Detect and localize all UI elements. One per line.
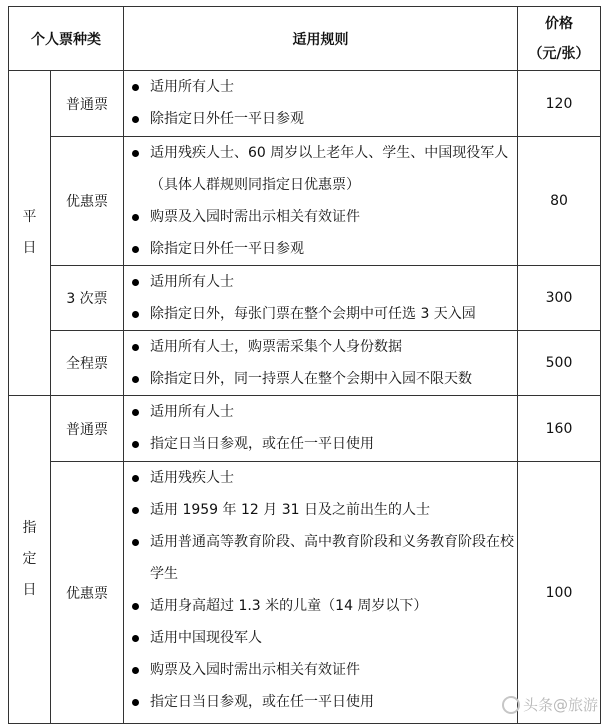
bullet-icon — [132, 539, 139, 546]
bullet-icon — [132, 699, 139, 706]
rule-text: 购票及入园时需出示相关有效证件 — [150, 209, 360, 225]
bullet-icon — [132, 475, 139, 482]
rule-text: 适用普通高等教育阶段、高中教育阶段和义务教育阶段在校学生 — [150, 534, 514, 582]
header-price — [518, 7, 601, 71]
rule-item — [124, 331, 517, 363]
table-row — [9, 71, 601, 137]
table-row — [9, 137, 601, 266]
rule-text: 指定日当日参观，或在任一平日使用 — [150, 694, 374, 710]
price: 100 — [518, 462, 601, 724]
header-rules: 适用规则 — [124, 7, 518, 71]
table-row — [9, 462, 601, 724]
bullet-icon — [132, 84, 139, 91]
rule-item — [124, 103, 517, 135]
bullet-icon — [132, 311, 139, 318]
rules-cell — [124, 137, 518, 266]
rule-text: 除指定日外任一平日参观 — [150, 241, 304, 257]
bullet-icon — [132, 441, 139, 448]
rule-item — [124, 137, 517, 201]
rule-item — [124, 233, 517, 265]
rule-item — [124, 654, 517, 686]
rule-item — [124, 71, 517, 103]
price: 80 — [518, 137, 601, 266]
price: 500 — [518, 331, 601, 396]
rule-item — [124, 462, 517, 494]
bullet-icon — [132, 246, 139, 253]
table-row — [9, 266, 601, 331]
ticket-type: 全程票 — [51, 331, 124, 396]
rule-item — [124, 526, 517, 590]
rule-item — [124, 298, 517, 330]
header-price-label: 价格 — [518, 9, 600, 39]
rule-text: 除指定日外任一平日参观 — [150, 111, 304, 127]
rule-text: 适用残疾人士 — [150, 470, 234, 486]
rule-text: 适用 1959 年 12 月 31 日及之前出生的人士 — [150, 502, 430, 518]
ticket-type: 普通票 — [51, 71, 124, 137]
table-row — [9, 396, 601, 462]
bullet-icon — [132, 344, 139, 351]
price: 300 — [518, 266, 601, 331]
rule-text: 购票及入园时需出示相关有效证件 — [150, 662, 360, 678]
bullet-icon — [132, 635, 139, 642]
category-designated — [9, 396, 51, 724]
category-char: 平 — [9, 202, 50, 233]
rule-item — [124, 266, 517, 298]
bullet-icon — [132, 150, 139, 157]
ticket-type: 3 次票 — [51, 266, 124, 331]
bullet-icon — [132, 409, 139, 416]
price: 120 — [518, 71, 601, 137]
rule-item — [124, 428, 517, 460]
rules-cell — [124, 331, 518, 396]
rules-cell — [124, 266, 518, 331]
watermark — [502, 694, 598, 715]
rule-text: 适用所有人士，购票需采集个人身份数据 — [150, 339, 402, 355]
bullet-icon — [132, 603, 139, 610]
bullet-icon — [132, 667, 139, 674]
rule-item — [124, 396, 517, 428]
rule-item — [124, 363, 517, 395]
header-ticket-type: 个人票种类 — [9, 7, 124, 71]
rule-text: 适用所有人士 — [150, 404, 234, 420]
rule-item — [124, 622, 517, 654]
rule-text: 适用中国现役军人 — [150, 630, 262, 646]
bullet-icon — [132, 214, 139, 221]
header-row — [9, 7, 601, 71]
ticket-type: 普通票 — [51, 396, 124, 462]
rule-item — [124, 590, 517, 622]
bullet-icon — [132, 507, 139, 514]
rule-item — [124, 201, 517, 233]
rule-item — [124, 686, 517, 718]
rule-item — [124, 494, 517, 526]
category-char: 指 — [9, 513, 50, 544]
watermark-logo-icon — [502, 696, 520, 714]
bullet-icon — [132, 376, 139, 383]
ticket-type: 优惠票 — [51, 137, 124, 266]
bullet-icon — [132, 279, 139, 286]
ticket-type: 优惠票 — [51, 462, 124, 724]
rule-text: 除指定日外，同一持票人在整个会期中入园不限天数 — [150, 371, 472, 387]
rules-cell — [124, 462, 518, 724]
rule-text: 适用所有人士 — [150, 274, 234, 290]
rule-text: 适用身高超过 1.3 米的儿童（14 周岁以下） — [150, 598, 427, 614]
category-weekday — [9, 71, 51, 396]
price: 160 — [518, 396, 601, 462]
category-char: 日 — [9, 233, 50, 264]
rule-text: 指定日当日参观，或在任一平日使用 — [150, 436, 374, 452]
category-char: 定 — [9, 544, 50, 575]
header-price-unit: （元/张） — [518, 39, 600, 69]
ticket-price-table — [8, 6, 601, 724]
rule-text: 除指定日外，每张门票在整个会期中可任选 3 天入园 — [150, 306, 476, 322]
table-row — [9, 331, 601, 396]
rule-text: 适用残疾人士、60 周岁以上老年人、学生、中国现役军人（具体人群规则同指定日优惠票） — [150, 145, 508, 193]
rule-text: 适用所有人士 — [150, 79, 234, 95]
rules-cell — [124, 396, 518, 462]
watermark-text: 头条@旅游 — [523, 694, 598, 715]
category-char: 日 — [9, 575, 50, 606]
bullet-icon — [132, 116, 139, 123]
rules-cell — [124, 71, 518, 137]
